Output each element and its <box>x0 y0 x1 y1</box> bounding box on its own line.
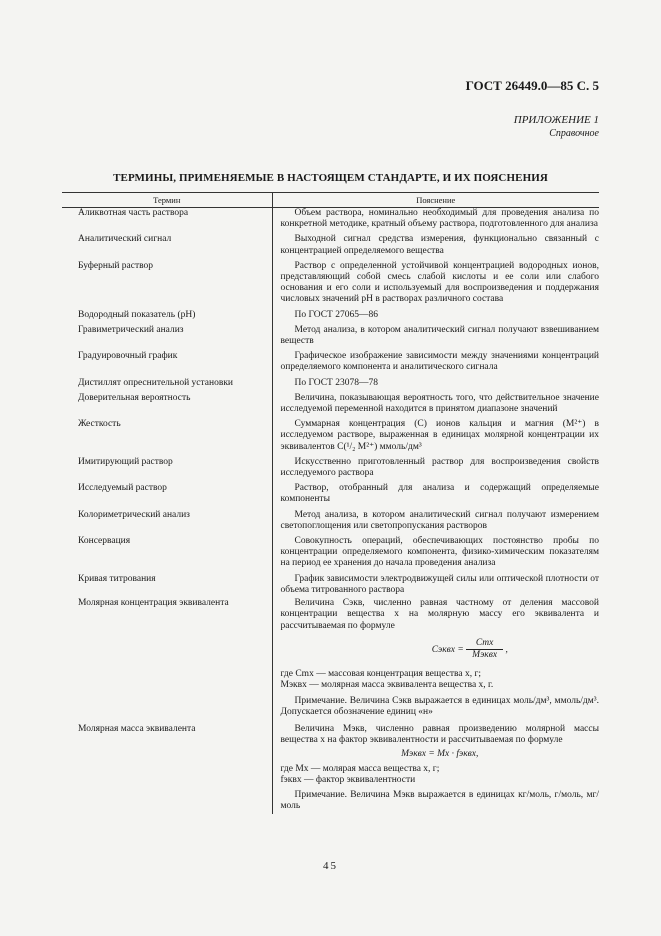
where-line-1: где Mx — молярая масса вещества x, г; <box>280 763 440 774</box>
column-header-term: Термин <box>62 193 272 208</box>
term-cell: Молярная концентрация эквивалента <box>78 598 229 609</box>
table-row <box>62 208 599 233</box>
table-row <box>62 323 599 349</box>
definition-cell: Метод анализа, в котором аналитический сигнал получают измерением светопоглощения или светопропускания растворов <box>272 508 599 534</box>
definition-cell: Выходной сигнал средства измерения, функционально связанный с концентрацией определяемого вещества <box>272 232 599 258</box>
formula-fraction <box>466 638 503 661</box>
column-header-definition: Пояснение <box>272 193 599 208</box>
term-cell: Аликвотная часть раствора <box>78 208 189 218</box>
formula-tail: , <box>505 644 508 655</box>
terms-table <box>62 192 599 814</box>
definition-cell: Раствор с определенной устойчивой концентрацией водородных ионов, представляющий собой смесь слабой кислоты и ее соли или слабого основания и его соли и используемый для воспроизведения и поддержания числовых значений рН в растворах различного состава <box>272 259 599 308</box>
table-row <box>62 508 599 534</box>
note-text: Примечание. Величина Mэкв выражается в единицах кг/моль, г/моль, мг/моль <box>280 789 599 812</box>
table-row <box>62 417 599 455</box>
term-cell: Жесткость <box>78 419 121 430</box>
definition-text: Величина Mэкв, численно равная произведению молярной массы вещества x на фактор эквивалентности и рассчитываемая по формуле <box>280 723 599 746</box>
note-text: Примечание. Величина Cэкв выражается в единицах моль/дм³, ммоль/дм³. Допускается обозначение единиц «н» <box>280 695 599 717</box>
table-row <box>62 455 599 481</box>
definition-cell: Искусственно приготовленный раствор для воспроизведения свойств исследуемого раствора <box>272 455 599 481</box>
page-header: ГОСТ 26449.0—85 С. 5 <box>465 78 599 93</box>
formula-lhs: Cэквx = <box>431 644 464 655</box>
term-cell: Молярная масса эквивалента <box>78 723 196 734</box>
term-cell: Доверительная вероятность <box>78 392 191 403</box>
term-cell: Аналитический сигнал <box>78 234 172 245</box>
definition-cell: Величина, показывающая вероятность того, что действительное значение исследуемой переменной находится в принятом диапазоне значений <box>272 391 599 417</box>
definition-text: Величина Cэкв, численно равная частному от деления массовой концентрации вещества x на молярную массу его эквивалента и рассчитываемая по формуле <box>280 598 599 631</box>
definition-cell: График зависимости электродвижущей силы или оптической плотности от объема титрованного раствора <box>272 572 599 598</box>
term-cell: Имитирующий раствор <box>78 456 173 467</box>
appendix-title: ПРИЛОЖЕНИЕ 1 <box>513 114 599 126</box>
table-row <box>62 349 599 375</box>
table-row <box>62 534 599 572</box>
formula-numerator: Cmx <box>466 638 503 650</box>
term-cell: Буферный раствор <box>78 260 154 271</box>
definition-cell: По ГОСТ 27065—86 <box>272 308 599 323</box>
definition-cell: Совокупность операций, обеспечивающих постоянство пробы по концентрации определяемого компонента, физико-химическим показателям на период ее хранения до начала проведения анализа <box>272 534 599 572</box>
table-row <box>62 308 599 323</box>
term-cell: Водородный показатель (рН) <box>78 309 196 320</box>
formula-molar-mass: Mэквx = Mx · fэквx, <box>401 749 479 760</box>
where-line-2: Mэквx — молярная масса эквивалента вещества x, г. <box>280 680 494 691</box>
where-line-2: fэквx — фактор эквивалентности <box>280 774 416 785</box>
table-body <box>62 208 599 815</box>
term-cell: Консервация <box>78 536 131 547</box>
appendix-subtitle: Справочное <box>549 128 599 139</box>
table-row <box>62 481 599 507</box>
appendix-block <box>514 113 599 141</box>
table-row <box>62 391 599 417</box>
term-cell: Гравиметрический анализ <box>78 324 184 335</box>
table-row <box>62 572 599 598</box>
definition-cell: Суммарная концентрация (С) ионов кальция и магния (М²⁺) в исследуемом растворе, выраженная в единицах молярной концентрации их эквивалентов С(¹/₂ М²⁺) ммоль/дм³ <box>272 417 599 455</box>
term-cell: Кривая титрования <box>78 573 156 584</box>
definition-cell: Объем раствора, номинально необходимый для проведения анализа по конкретной методике, кратный объему раствора, подготовленного для анализа <box>272 208 599 233</box>
term-cell: Дистиллят опреснительной установки <box>78 377 234 388</box>
definition-cell <box>272 598 599 720</box>
definition-cell: Графическое изображение зависимости между значениями концентраций определяемого компонента и аналитического сигнала <box>272 349 599 375</box>
term-cell: Колориметрический анализ <box>78 509 190 520</box>
table-header-row <box>62 193 599 208</box>
table-row <box>62 376 599 391</box>
page-number: 45 <box>323 860 338 872</box>
formula-denominator: Mэквx <box>472 649 498 660</box>
table-row <box>62 232 599 258</box>
term-cell: Исследуемый раствор <box>78 483 167 494</box>
definition-cell: По ГОСТ 23078—78 <box>272 376 599 391</box>
term-cell: Градуировочный график <box>78 351 178 362</box>
where-line-1: где Cmx — массовая концентрация вещества x, г; <box>280 669 482 680</box>
document-title: ТЕРМИНЫ, ПРИМЕНЯЕМЫЕ В НАСТОЯЩЕМ СТАНДАРТЕ, И ИХ ПОЯСНЕНИЯ <box>113 172 548 184</box>
formula-molar-concentration <box>341 638 600 661</box>
definition-cell: Метод анализа, в котором аналитический сигнал получают взвешиванием веществ <box>272 323 599 349</box>
table-row <box>62 259 599 308</box>
definition-cell <box>272 720 599 814</box>
definition-cell: Раствор, отобранный для анализа и содержащий определяемые компоненты <box>272 481 599 507</box>
table-row-molar-concentration <box>62 598 599 720</box>
table-row-molar-mass <box>62 720 599 814</box>
